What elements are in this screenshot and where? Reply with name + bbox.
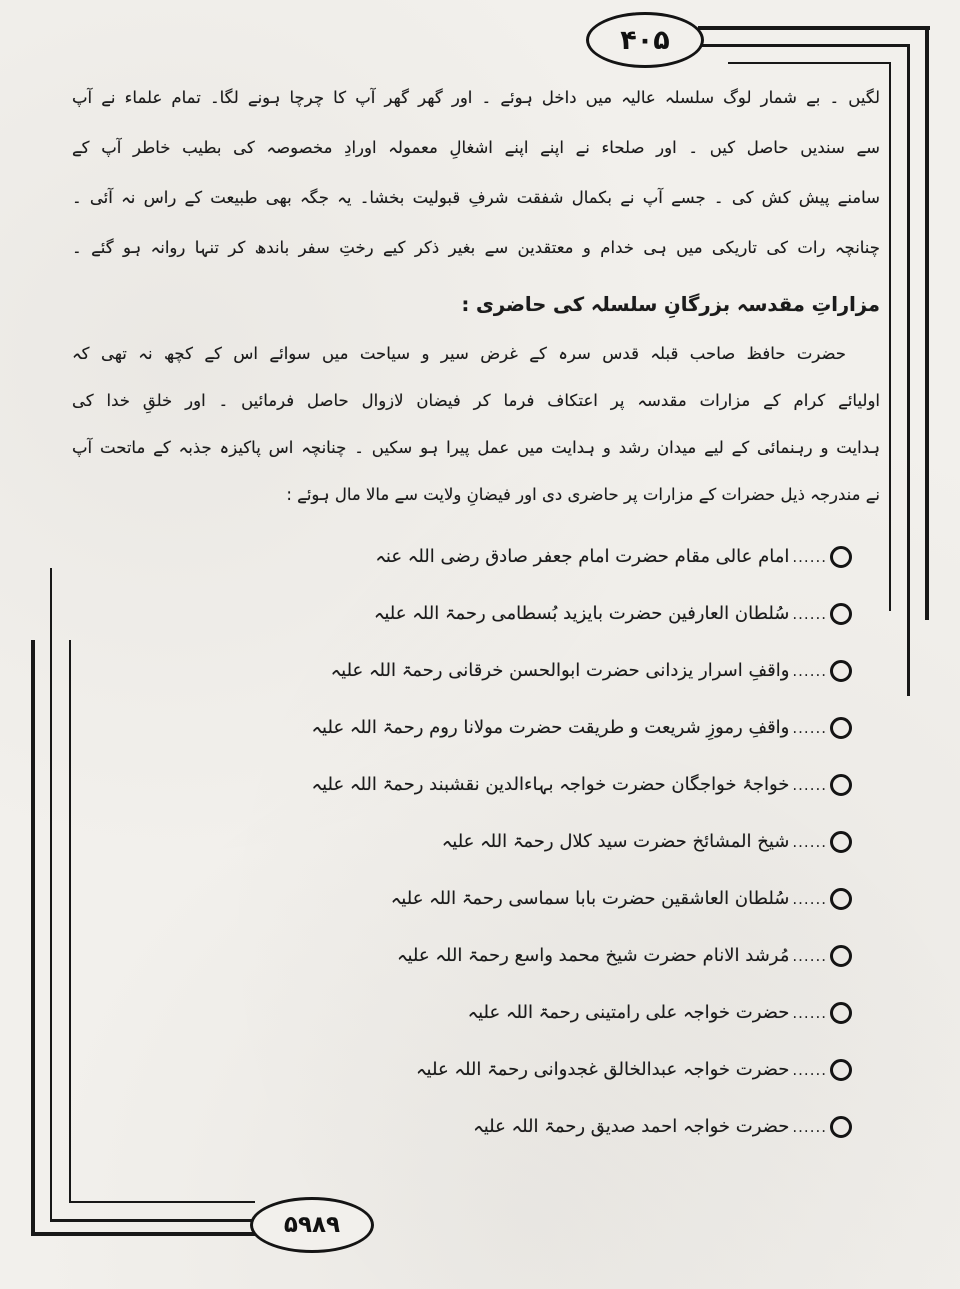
shrine-name: مُرشد الانام حضرت شیخ محمد واسع رحمۃ اللہ علیہ <box>396 945 790 966</box>
border-line <box>700 44 910 47</box>
border-line <box>50 1219 255 1222</box>
list-item <box>72 870 880 927</box>
paragraph-line: چنانچہ رات کی تاریکی میں ہی خدام و معتقدین سے بغیر ذکر کیے رختِ سفر باندھ کر تنہا روانہ ہو گئے ۔ <box>72 238 880 257</box>
circle-bullet-icon <box>830 945 852 967</box>
list-item <box>72 1041 880 1098</box>
circle-bullet-icon <box>830 660 852 682</box>
paragraph-line: سامنے پیش کش کی ۔ جسے آپ نے بکمال شفقت شرفِ قبولیت بخشا۔ یہ جگہ بھی طبیعت کے راس نہ آئی ۔ <box>72 188 880 207</box>
leader-dots: ...... <box>792 604 827 623</box>
circle-bullet-icon <box>830 1116 852 1138</box>
border-line <box>925 26 929 620</box>
paragraph-2 <box>72 330 880 518</box>
shrine-name: سُلطان العارفین حضرت بایزید بُسطامی رحمۃ اللہ علیہ <box>373 603 790 624</box>
serial-number-badge <box>250 1197 374 1253</box>
border-line <box>907 44 910 696</box>
leader-dots: ...... <box>792 661 827 680</box>
serial-number: ۵۹۸۹ <box>283 1212 341 1238</box>
circle-bullet-icon <box>830 717 852 739</box>
page-number: ۴۰۵ <box>620 24 670 56</box>
leader-dots: ...... <box>792 1003 827 1022</box>
shrine-name: واقفِ اسرار یزدانی حضرت ابوالحسن خرقانی رحمۃ اللہ علیہ <box>330 660 790 681</box>
circle-bullet-icon <box>830 1059 852 1081</box>
shrine-name: واقفِ رموزِ شریعت و طریقت حضرت مولانا روم رحمۃ اللہ علیہ <box>311 717 790 738</box>
list-item <box>72 927 880 984</box>
circle-bullet-icon <box>830 774 852 796</box>
leader-dots: ...... <box>792 889 827 908</box>
border-line <box>31 640 35 1235</box>
list-item <box>72 756 880 813</box>
border-line <box>69 640 71 1203</box>
list-item <box>72 585 880 642</box>
leader-dots: ...... <box>792 832 827 851</box>
paragraph-line: ہدایت و رہنمائی کے لیے میدان رشد و ہدایت میں عمل پیرا ہو سکیں ۔ چنانچہ اس پاکیزہ جذبہ کے ماتحت آپ <box>72 438 880 457</box>
list-item <box>72 642 880 699</box>
shrine-name: حضرت خواجہ علی رامتینی رحمۃ اللہ علیہ <box>467 1002 790 1023</box>
paragraph-line: نے مندرجہ ذیل حضرات کے مزارات پر حاضری دی اور فیضانِ ولایت سے مالا مال ہوئے : <box>286 485 880 504</box>
circle-bullet-icon <box>830 546 852 568</box>
list-item <box>72 984 880 1041</box>
shrine-name: شیخ المشائخ حضرت سید کلال رحمۃ اللہ علیہ <box>441 831 790 852</box>
paragraph-line: اولیائے کرام کے مزارات مقدسہ پر اعتکاف فرما کر فیضان لازوال حاصل فرمائیں ۔ اور خلقِ خدا کی <box>72 391 880 410</box>
leader-dots: ...... <box>792 775 827 794</box>
paragraph-line: حضرت حافظ صاحب قبلہ قدس سرہ کے غرض سیر و سیاحت میں سوائے اس کے کچھ نہ تھی کہ <box>72 344 846 363</box>
border-line <box>728 62 891 64</box>
circle-bullet-icon <box>830 888 852 910</box>
circle-bullet-icon <box>830 831 852 853</box>
paragraph-line: سے سندیں حاصل کیں ۔ اور صلحاء نے اپنے اپنے اشغالِ معمولہ اورادِ مخصوصہ کی بطیب خاطر آپ کے <box>72 138 880 157</box>
leader-dots: ...... <box>792 946 827 965</box>
list-item <box>72 528 880 585</box>
circle-bullet-icon <box>830 1002 852 1024</box>
paragraph-1 <box>72 73 880 273</box>
shrine-name: سُلطان العاشقین حضرت بابا سماسی رحمۃ اللہ علیہ <box>390 888 790 909</box>
list-item <box>72 699 880 756</box>
shrine-list <box>72 528 880 1155</box>
shrine-name: امام عالی مقام حضرت امام جعفر صادق رضی اللہ عنہ <box>375 546 790 567</box>
leader-dots: ...... <box>792 547 827 566</box>
page-number-badge <box>586 12 704 68</box>
leader-dots: ...... <box>792 718 827 737</box>
border-line <box>889 62 891 611</box>
circle-bullet-icon <box>830 603 852 625</box>
paragraph-line: لگیں ۔ بے شمار لوگ سلسلہ عالیہ میں داخل ہوئے ۔ اور گھر گھر آپ کا چرچا ہونے لگا۔ تمام علماء نے آپ <box>72 88 880 107</box>
section-heading: مزاراتِ مقدسہ بزرگانِ سلسلہ کی حاضری : <box>461 293 880 316</box>
border-line <box>31 1232 263 1236</box>
list-item <box>72 813 880 870</box>
leader-dots: ...... <box>792 1117 827 1136</box>
leader-dots: ...... <box>792 1060 827 1079</box>
border-line <box>698 26 930 30</box>
list-item <box>72 1098 880 1155</box>
shrine-name: حضرت خواجہ احمد صدیق رحمۃ اللہ علیہ <box>473 1116 790 1137</box>
shrine-name: خواجۂ خواجگان حضرت خواجہ بہاءالدین نقشبند رحمۃ اللہ علیہ <box>311 774 790 795</box>
shrine-name: حضرت خواجہ عبدالخالق غجدوانی رحمۃ اللہ علیہ <box>416 1059 790 1080</box>
border-line <box>69 1201 255 1203</box>
border-line <box>50 568 52 1221</box>
